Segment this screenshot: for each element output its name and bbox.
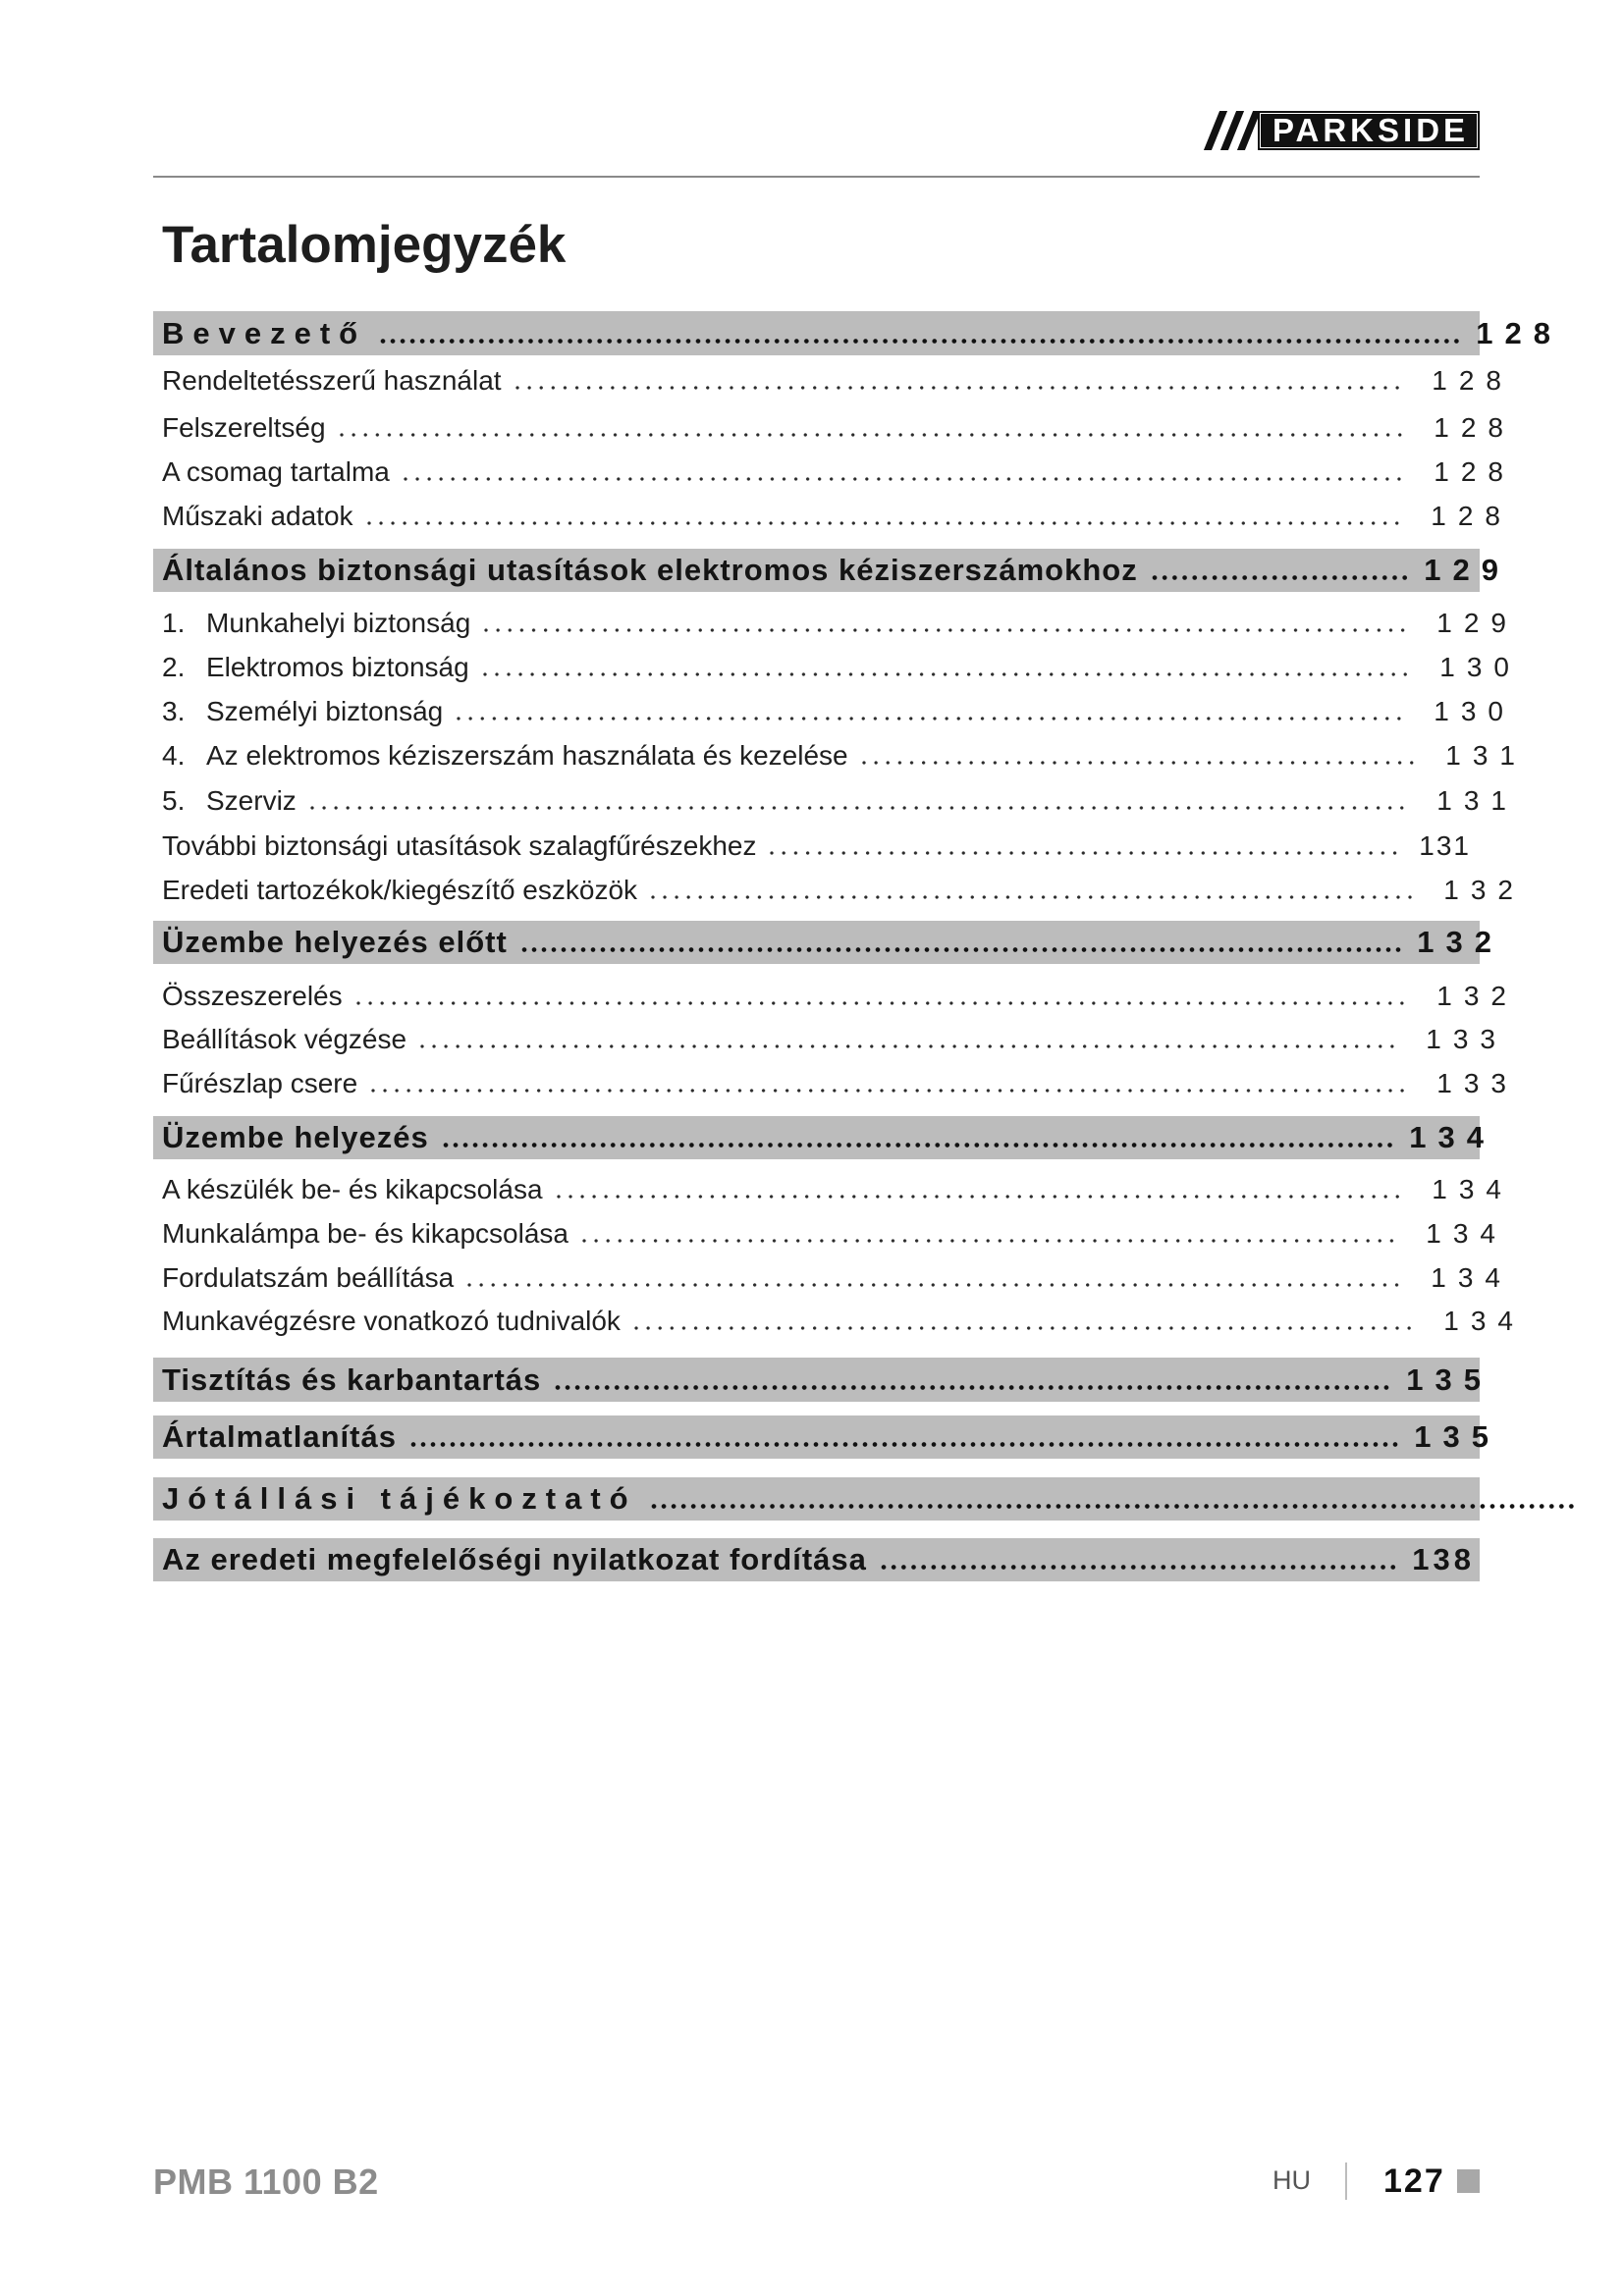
- toc-entry: [162, 692, 1515, 731]
- toc-section: [153, 311, 1562, 355]
- toc-section-row: [162, 549, 1510, 592]
- toc-section: [153, 549, 1510, 592]
- toc-entry: [162, 408, 1515, 448]
- toc-entry: [162, 781, 1518, 821]
- toc-section-row: [162, 311, 1562, 355]
- dot-leader: [647, 895, 1416, 899]
- toc-entry-page: 133: [1436, 1068, 1518, 1098]
- toc-section: [153, 1358, 1492, 1402]
- toc-entry: [162, 1258, 1512, 1298]
- toc-entry: [162, 827, 1469, 866]
- toc-section-row: [162, 1477, 1577, 1521]
- toc-entry: [162, 977, 1518, 1016]
- dot-leader: [336, 433, 1407, 437]
- dot-leader: [363, 521, 1404, 525]
- footer-language-code: HU: [1272, 2165, 1311, 2195]
- toc-entry: [162, 1064, 1518, 1103]
- toc-entry-page: 128: [1432, 365, 1513, 396]
- dot-leader: [630, 1326, 1416, 1330]
- dot-leader: [463, 1283, 1403, 1287]
- toc-entry-title: A készülék be- és kikapcsolása: [162, 1174, 543, 1204]
- toc-entry-page: 130: [1439, 652, 1521, 682]
- toc-entry-number: 4.: [162, 740, 186, 771]
- toc-entry: [162, 1302, 1525, 1341]
- dot-leader: [766, 851, 1401, 855]
- toc-section-title: Általános biztonsági utasítások elektromos kéziszerszámokhoz: [162, 553, 1138, 587]
- toc-entry-title: Munkalámpa be- és kikapcsolása: [162, 1218, 568, 1249]
- toc-section-page: 135: [1406, 1362, 1492, 1397]
- toc-entry-title: Fordulatszám beállítása: [162, 1262, 455, 1293]
- toc-entry-page: 130: [1434, 696, 1515, 726]
- toc-section-title: Üzembe helyezés: [162, 1120, 429, 1154]
- toc-entry-title: Műszaki adatok: [162, 501, 353, 531]
- toc-entry: [162, 604, 1518, 643]
- toc-section-row: [162, 1415, 1500, 1459]
- toc-section-page: 129: [1424, 553, 1510, 587]
- page-title: Tartalomjegyzék: [162, 216, 567, 274]
- toc-entry-title: További biztonsági utasítások szalagfűrészekhez: [162, 830, 757, 861]
- dot-leader: [480, 628, 1409, 632]
- dot-leader: [441, 1143, 1396, 1148]
- dot-leader: [453, 717, 1406, 721]
- toc-section-title: Üzembe helyezés előtt: [162, 925, 508, 959]
- dot-leader: [479, 672, 1413, 676]
- toc-entry: [162, 1214, 1507, 1254]
- toc-entry-page: 128: [1434, 412, 1515, 443]
- toc-section: [153, 1477, 1480, 1521]
- toc-entry: [162, 648, 1521, 687]
- header-divider: [153, 176, 1480, 178]
- toc-entry-title: Összeszerelés: [162, 981, 343, 1011]
- toc-entry: [162, 497, 1512, 536]
- dot-leader: [553, 1195, 1405, 1199]
- dot-leader: [519, 947, 1403, 952]
- toc-section-row: [162, 1358, 1492, 1402]
- toc-entry: [162, 871, 1525, 910]
- toc-section-page: 138: [1412, 1542, 1475, 1576]
- dot-leader: [306, 806, 1409, 810]
- toc-entry: [162, 361, 1513, 400]
- toc-entry-title: Az elektromos kéziszerszám használata és kezelése: [206, 740, 848, 771]
- toc-entry-page: 132: [1443, 875, 1525, 905]
- dot-leader: [578, 1239, 1398, 1243]
- dot-leader: [367, 1089, 1409, 1093]
- toc-entry-title: Rendeltetésszerű használat: [162, 365, 502, 396]
- dot-leader: [400, 477, 1406, 481]
- toc-entry-title: Munkavégzésre vonatkozó tudnivalók: [162, 1306, 621, 1336]
- dot-leader: [378, 339, 1462, 344]
- toc-section-page: 134: [1409, 1120, 1495, 1154]
- toc-entry-page: 134: [1443, 1306, 1525, 1336]
- toc-entry-number: 5.: [162, 785, 186, 816]
- toc-section-title: Tisztítás és karbantartás: [162, 1362, 542, 1397]
- toc-entry-page: 134: [1431, 1262, 1512, 1293]
- toc-entry-number: 1.: [162, 608, 186, 638]
- toc-entry-page: 128: [1434, 456, 1515, 487]
- footer-page-number: 127: [1383, 2163, 1445, 2200]
- footer-model-number: PMB 1100 B2: [153, 2162, 379, 2202]
- toc-section-title: Az eredeti megfelelőségi nyilatkozat fordítása: [162, 1542, 867, 1576]
- toc-entry-title: Felszereltség: [162, 412, 326, 443]
- toc-entry: [162, 1020, 1507, 1059]
- toc-section-title: Ártalmatlanítás: [162, 1419, 397, 1454]
- toc-entry: [162, 736, 1527, 775]
- toc-section-row: [162, 921, 1503, 964]
- toc-entry-page: 131: [1419, 830, 1471, 861]
- dot-leader: [553, 1385, 1392, 1390]
- toc-entry-title: Elektromos biztonság: [206, 652, 469, 682]
- toc-section-row: [162, 1538, 1475, 1581]
- logo-slashes-icon: [1204, 111, 1257, 150]
- toc-entry-page: 128: [1431, 501, 1512, 531]
- toc-entry-title: Eredeti tartozékok/kiegészítő eszközök: [162, 875, 638, 905]
- toc-entry-title: Szerviz: [206, 785, 297, 816]
- toc-section: [153, 1538, 1480, 1581]
- dot-leader: [512, 386, 1405, 390]
- toc-section: [153, 1116, 1495, 1159]
- dot-leader: [1150, 575, 1411, 580]
- toc-section-page: 132: [1417, 925, 1503, 959]
- toc-entry-page: 132: [1436, 981, 1518, 1011]
- toc-entry-page: 129: [1436, 608, 1518, 638]
- toc-section-title: Jótállási tájékoztató: [162, 1481, 637, 1516]
- toc-entry-page: 134: [1426, 1218, 1507, 1249]
- toc-entry-page: 131: [1436, 785, 1518, 816]
- toc-entry-title: Személyi biztonság: [206, 696, 444, 726]
- toc-entry-page: 131: [1445, 740, 1527, 771]
- toc-section: [153, 921, 1503, 964]
- toc-entry-title: Fűrészlap csere: [162, 1068, 358, 1098]
- dot-leader: [416, 1044, 1398, 1048]
- toc-section: [153, 1415, 1500, 1459]
- dot-leader: [879, 1565, 1398, 1570]
- toc-section-page: 135: [1414, 1419, 1500, 1454]
- dot-leader: [408, 1442, 1400, 1447]
- toc-entry: [162, 453, 1515, 492]
- toc-entry-page: 133: [1426, 1024, 1507, 1054]
- toc-entry-number: 2.: [162, 652, 186, 682]
- dot-leader: [649, 1504, 1577, 1509]
- toc-entry-title: Munkahelyi biztonság: [206, 608, 471, 638]
- dot-leader: [858, 761, 1419, 765]
- toc-entry-title: Beállítások végzése: [162, 1024, 407, 1054]
- dot-leader: [352, 1001, 1410, 1005]
- toc-section-page: 128: [1476, 316, 1562, 350]
- brand-logo: PARKSIDE: [1258, 111, 1480, 150]
- toc-entry-number: 3.: [162, 696, 186, 726]
- toc-section-title: Bevezető: [162, 316, 367, 350]
- toc-entry-page: 134: [1432, 1174, 1513, 1204]
- toc-entry-title: A csomag tartalma: [162, 456, 390, 487]
- footer-separator: [1345, 2163, 1347, 2200]
- footer-square-marker: [1457, 2169, 1480, 2193]
- toc-section-row: [162, 1116, 1495, 1159]
- toc-entry: [162, 1170, 1513, 1209]
